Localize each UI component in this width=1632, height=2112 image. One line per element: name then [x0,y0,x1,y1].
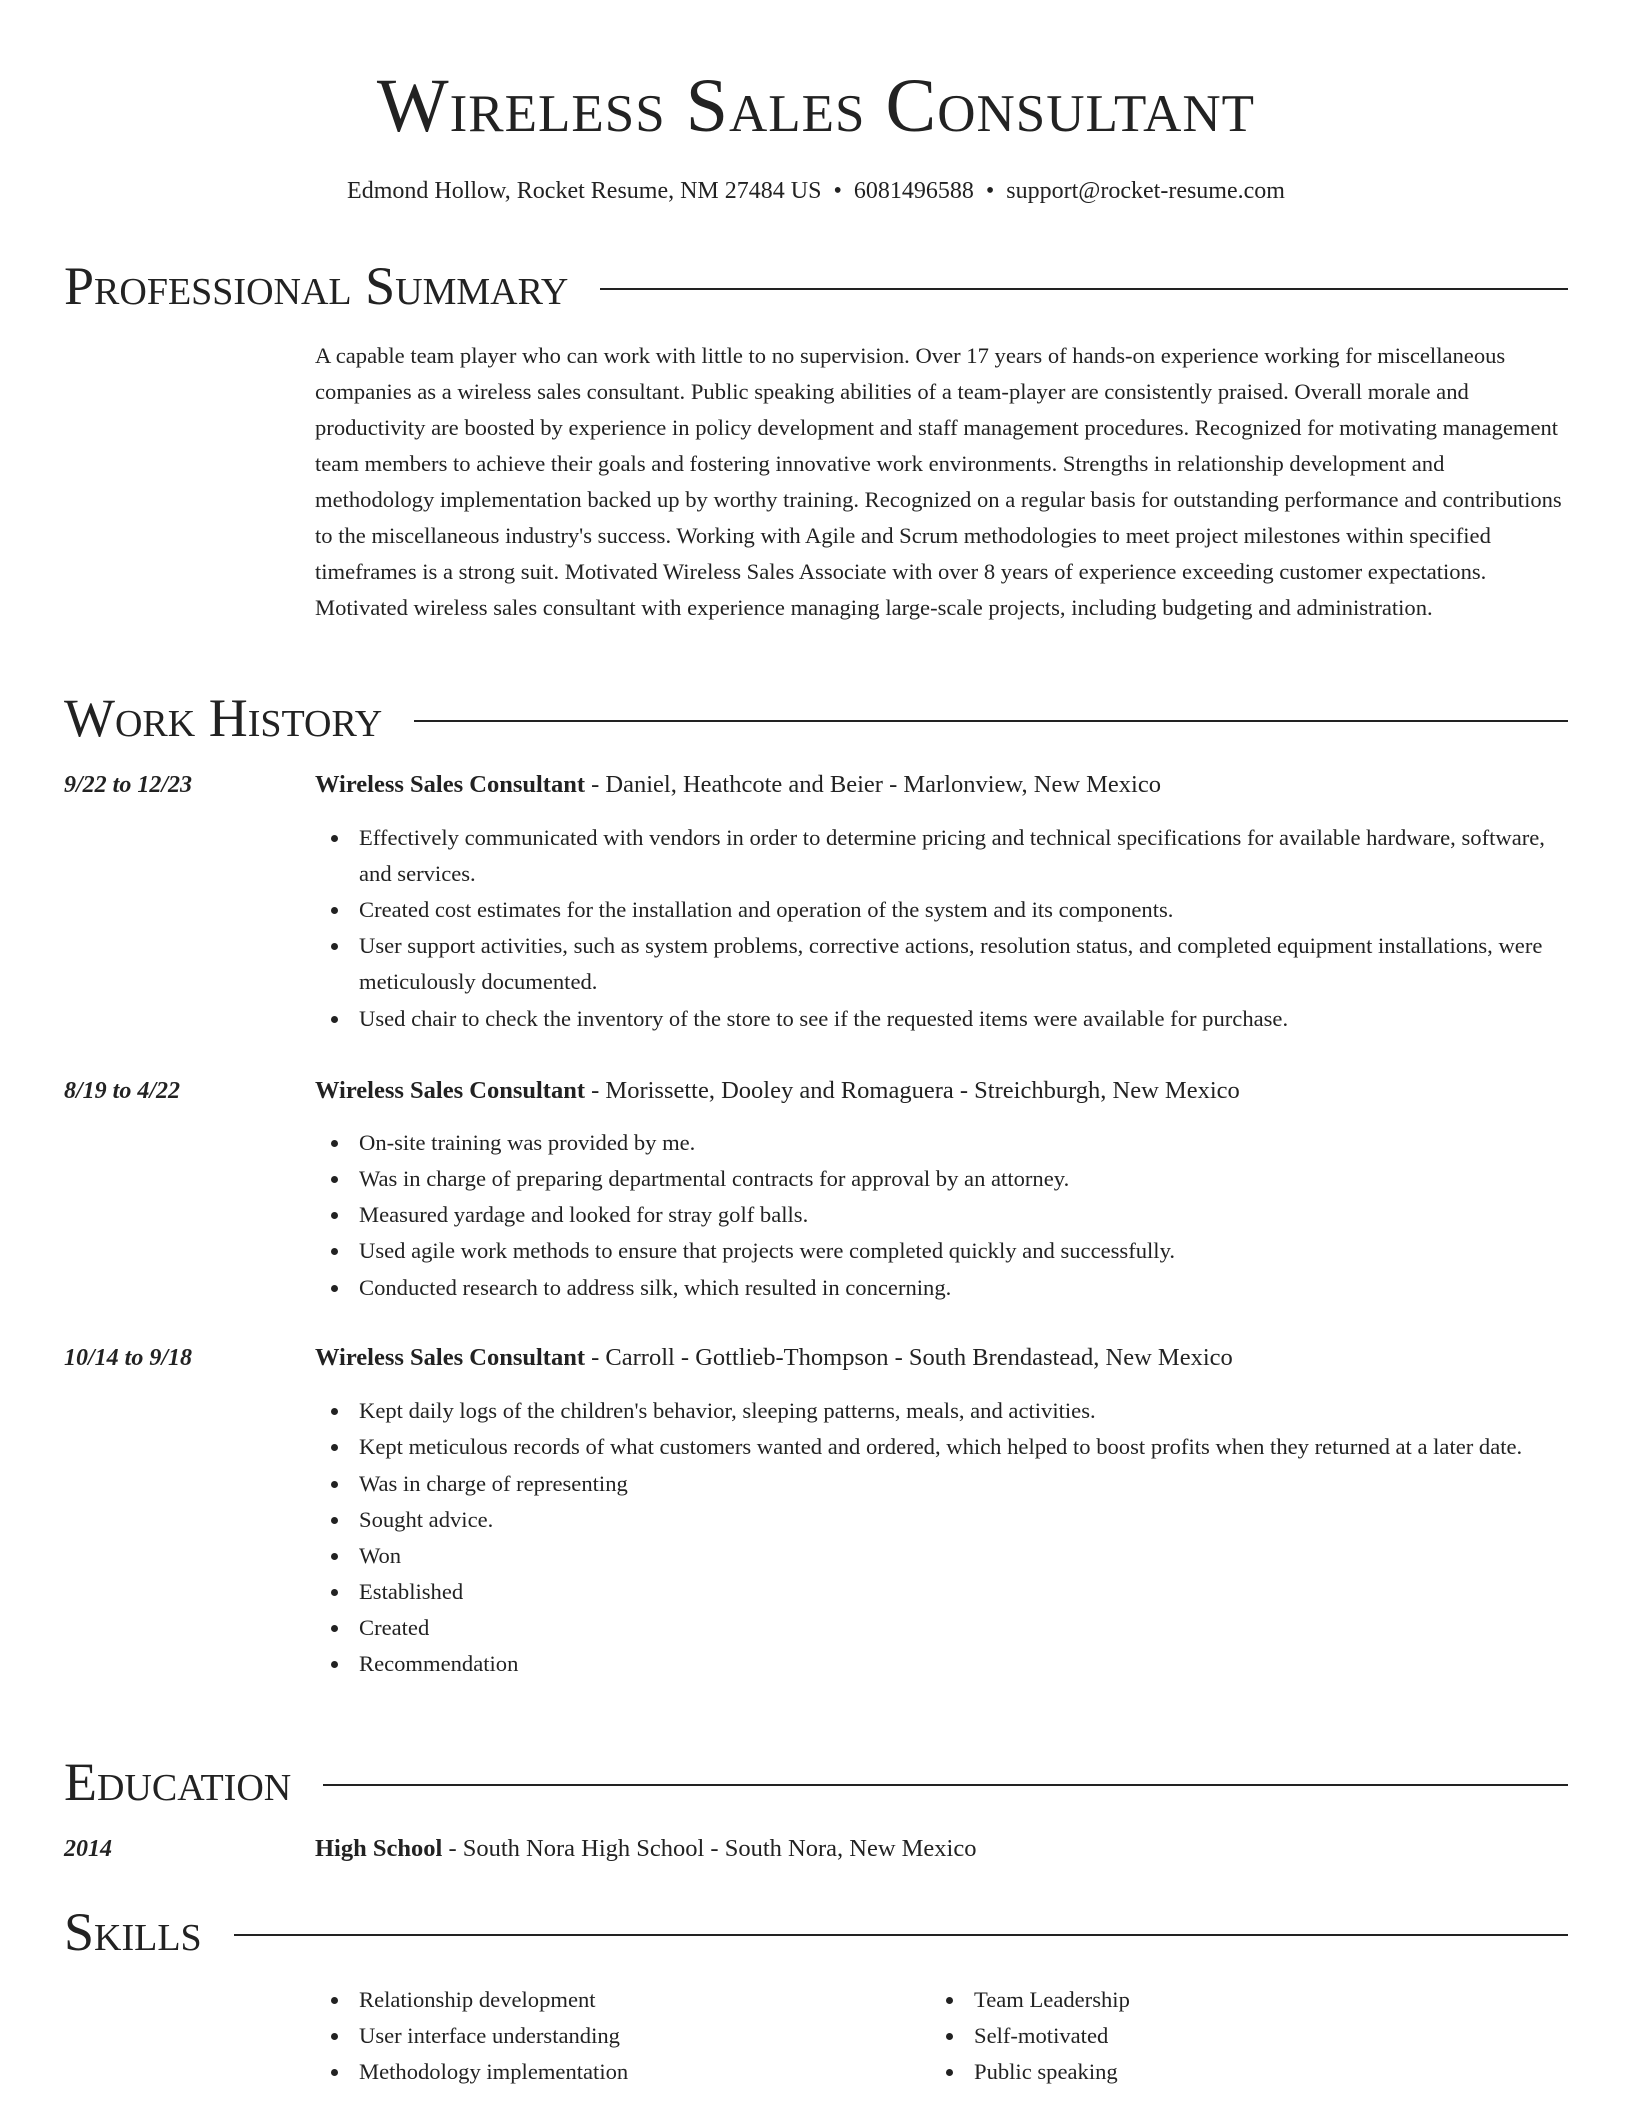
list-item: Measured yardage and looked for stray golf balls. [359,1197,1568,1233]
job-title: Wireless Sales Consultant [315,1077,585,1104]
skill-item: Public speaking [974,2054,1574,2090]
list-item: Conducted research to address silk, which resulted in concerning. [359,1270,1568,1306]
degree: High School [315,1835,443,1862]
section-divider [600,288,1568,290]
list-item: Sought advice. [359,1502,1568,1538]
education-heading [315,1831,976,1867]
list-item: Established [359,1574,1568,1610]
section-title: Work History [64,688,383,748]
section-divider [323,1784,1568,1786]
work-heading [315,1340,1233,1376]
contact-separator: • [985,178,995,204]
contact-address: Edmond Hollow, Rocket Resume, NM 27484 US [347,178,822,204]
section-divider [414,720,1568,722]
work-dates: 10/14 to 9/18 [64,1345,193,1371]
list-item: Was in charge of representing [359,1466,1568,1502]
section-title: Professional Summary [64,256,569,316]
list-item: Created [359,1610,1568,1646]
list-item: Recommendation [359,1646,1568,1682]
skill-item: User interface understanding [359,2018,959,2054]
skills-list-left [315,1982,959,2090]
work-heading [315,767,1161,803]
work-dates: 9/22 to 12/23 [64,772,193,798]
contact-phone: 6081496588 [853,178,974,204]
list-item: Kept daily logs of the children's behavior, sleeping patterns, meals, and activities. [359,1393,1568,1429]
skill-item: Relationship development [359,1982,959,2018]
list-item: On-site training was provided by me. [359,1125,1568,1161]
education-year: 2014 [64,1836,112,1862]
work-bullets [315,820,1568,1037]
work-dates: 8/19 to 4/22 [64,1078,181,1104]
section-header-summary [64,254,1568,318]
list-item: Used chair to check the inventory of the store to see if the requested items were available for purchase. [359,1001,1568,1037]
work-bullets [315,1125,1568,1306]
list-item: Created cost estimates for the installation and operation of the system and its components. [359,892,1568,928]
skill-item: Team Leadership [974,1982,1574,2018]
job-details: - Carroll - Gottlieb-Thompson - South Brendastead, New Mexico [585,1344,1233,1371]
section-header-work-history [64,686,1568,750]
skill-item: Methodology implementation [359,2054,959,2090]
page-title: Wireless Sales Consultant [376,64,1256,148]
section-title: Education [64,1752,292,1812]
list-item: Was in charge of preparing departmental contracts for approval by an attorney. [359,1161,1568,1197]
contact-email: support@rocket-resume.com [1006,178,1285,204]
summary-text: A capable team player who can work with little to no supervision. Over 17 years of hands-on experience working for miscellaneous companies as a wireless sales consultant. Public speaking abilities of a team-player are consistently praised. Overall morale and productivity are boosted by experience in policy development and staff management procedures. Recognized for motivating management team members to achieve their goals and fostering innovative work environments. Strengths in relationship development and methodology implementation backed up by worthy training. Recognized on a regular basis for outstanding performance and contributions to the miscellaneous industry's success. Working with Agile and Scrum methodologies to meet project milestones within specified timeframes is a strong suit. Motivated Wireless Sales Associate with over 8 years of experience exceeding customer expectations. Motivated wireless sales consultant with experience managing large-scale projects, including budgeting and administration. [315,343,1562,620]
contact-separator: • [833,178,842,204]
list-item: User support activities, such as system problems, corrective actions, resolution status, and completed equipment installations, were meticulously documented. [359,928,1568,1000]
work-heading [315,1073,1240,1109]
skill-item: Self-motivated [974,2018,1574,2054]
contact-line [64,174,1568,208]
section-header-education [64,1750,1568,1814]
work-bullets [315,1393,1568,1682]
list-item: Effectively communicated with vendors in order to determine pricing and technical specifications for available hardware, software, and services. [359,820,1568,892]
list-item: Won [359,1538,1568,1574]
job-details: - Daniel, Heathcote and Beier - Marlonview, New Mexico [585,771,1161,798]
skills-list-right [930,1982,1574,2090]
section-title: Skills [64,1902,202,1962]
job-details: - Morissette, Dooley and Romaguera - Streichburgh, New Mexico [585,1077,1240,1104]
section-divider [234,1934,1568,1936]
job-title: Wireless Sales Consultant [315,1344,585,1371]
list-item: Used agile work methods to ensure that projects were completed quickly and successfully. [359,1233,1568,1269]
list-item: Kept meticulous records of what customers wanted and ordered, which helped to boost profits when they returned at a later date. [359,1429,1568,1465]
school-details: - South Nora High School - South Nora, New Mexico [442,1835,977,1862]
section-header-skills [64,1900,1568,1964]
job-title: Wireless Sales Consultant [315,771,585,798]
